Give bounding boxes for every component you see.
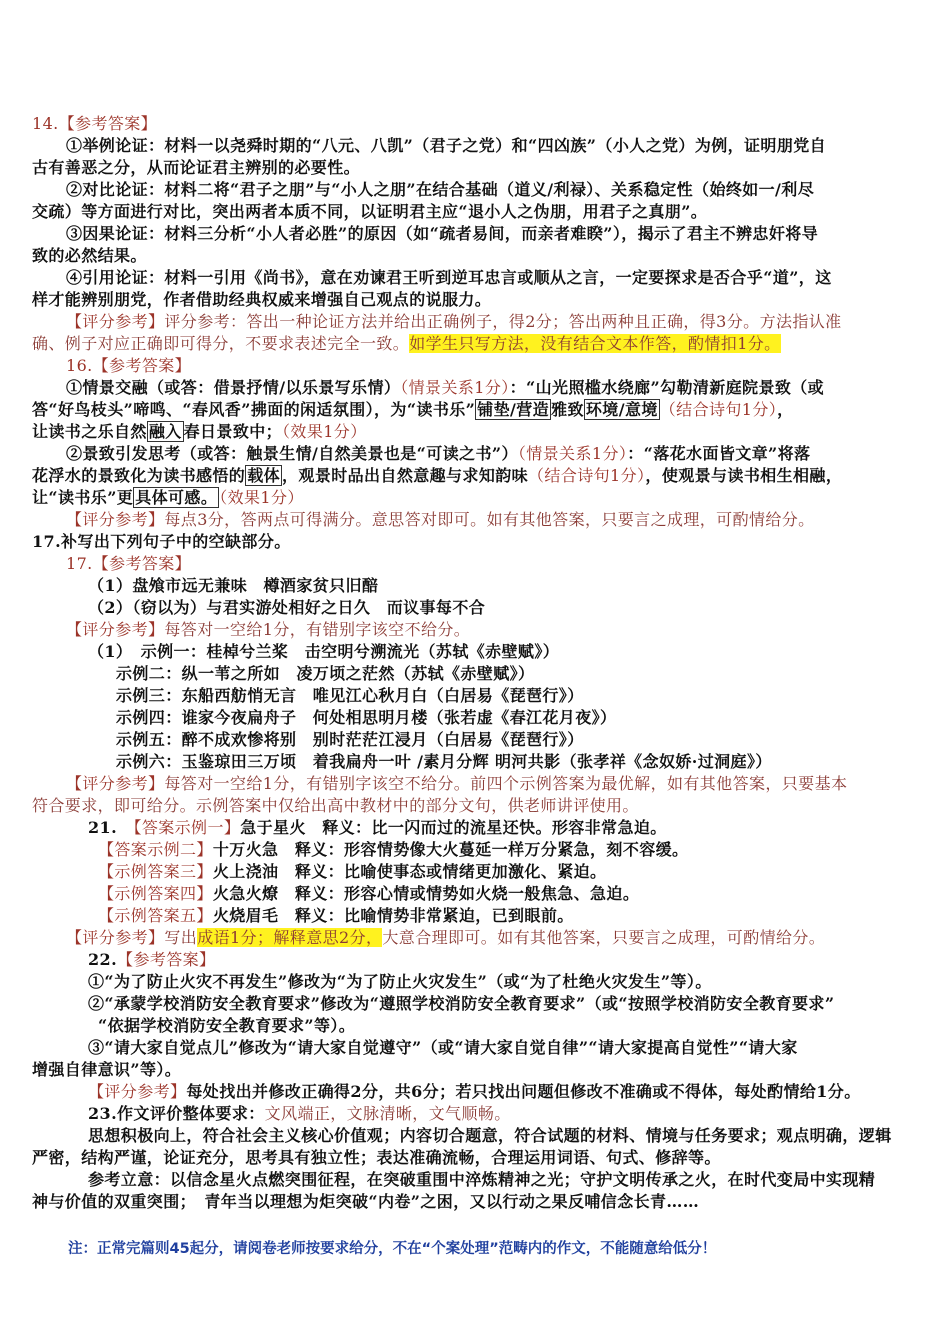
- text-line: [32, 971, 922, 993]
- score-note-text: 评分参考：答出一种论证方法并给出正确例子，得2分；答出两种且正确，得3分。方法指认准: [164, 312, 842, 331]
- body-text: 示例六：玉鉴琼田三万顷 着我扁舟一叶 /素月分辉 明河共影（张孝祥《念奴娇·过洞庭》）: [116, 752, 772, 771]
- heading-label: 【示例答案五】: [98, 906, 213, 925]
- body-text: 让“读书乐”更: [32, 488, 134, 507]
- heading-label: 14.【参考答案】: [32, 114, 158, 133]
- text-line: [32, 553, 922, 575]
- score-note-text: 确、例子对应正确即可得分，不要求表述完全一致。: [32, 334, 410, 353]
- body-text: 交疏）等方面进行对比，突出两者本质不同，以证明君主应“退小人之伪朋，用君子之真朋”。: [32, 202, 708, 221]
- score-note-text: 符合要求，即可给分。示例答案中仅给出高中教材中的部分文句，供老师讲评使用。: [32, 796, 639, 815]
- body-text: ①“为了防止火灾不再发生”修改为“为了防止火灾发生”（或“为了杜绝火灾发生”等）。: [88, 972, 712, 991]
- body-text: 花浮水的景致化为读书感悟的: [32, 466, 246, 485]
- body-text: 样才能辨别朋党，作者借助经典权威来增强自己观点的说服力。: [32, 290, 492, 309]
- body-text: 示例三：东船西舫悄无言 唯见江心秋月白（白居易《琵琶行》）: [116, 686, 584, 705]
- text-line: [32, 1169, 922, 1191]
- heading-label: 17.【参考答案】: [66, 554, 192, 573]
- body-text: 致的必然结果。: [32, 246, 147, 265]
- score-note-text: 大意合理即可。如有其他答案，只要言之成理，可酌情给分。: [382, 928, 826, 947]
- score-note-text: 每点3分，答两点可得满分。意思答对即可。如有其他答案，只要言之成理，可酌情给分。: [164, 510, 815, 529]
- heading-label: 【评分参考】: [88, 1082, 187, 1101]
- text-line: [32, 707, 922, 729]
- question-title: 17.补写出下列句子中的空缺部分。: [32, 532, 291, 551]
- body-text: 每处找出并修改正确得2分，共6分；若只找出问题但修改不准确或不得体，每处酌情给1分。: [186, 1082, 861, 1101]
- text-line: [32, 179, 922, 201]
- text-line: [32, 905, 922, 927]
- text-line: [32, 1191, 922, 1213]
- text-line: [32, 201, 922, 223]
- body-text: 急于星火 释义：比一闪而过的流星还快。形容非常急迫。: [240, 818, 667, 837]
- text-line: [32, 729, 922, 751]
- body-text: 火上浇油 释义：比喻使事态或情绪更加激化、紧迫。: [212, 862, 607, 881]
- heading-label: 【答案示例二】: [98, 840, 213, 859]
- text-line: [32, 993, 922, 1015]
- text-line: [32, 575, 922, 597]
- highlighted-text: 如学生只写方法，没有结合文本作答，酌情扣1分。: [409, 334, 781, 353]
- boxed-keyword: 环境/意境: [585, 400, 658, 419]
- score-note-text: 每答对一空给1分，有错别字该空不给分。: [164, 620, 471, 639]
- text-line: [32, 839, 922, 861]
- question-title: 23.作文评价整体要求：: [88, 1104, 265, 1123]
- text-line: [32, 1037, 922, 1059]
- grading-note: 注：正常完篇则45起分，请阅卷老师按要求给分，不在“个案处理”范畴内的作文，不能随意给低分！: [68, 1241, 717, 1257]
- text-line: [32, 465, 922, 487]
- body-text: 21.: [88, 818, 134, 837]
- body-text: 火烧眉毛 释义：比喻情势非常紧迫，已到眼前。: [212, 906, 574, 925]
- heading-label: （情景关系1分）: [400, 378, 510, 397]
- body-text: ②景致引发思考（或答：触景生情/自然美景也是“可读之书”）: [66, 444, 518, 463]
- text-line: [32, 949, 922, 971]
- body-text: 示例四：谁家今夜扁舟子 何处相思明月楼（张若虚《春江花月夜》）: [116, 708, 617, 727]
- text-line: [32, 1125, 922, 1147]
- text-line: [32, 1147, 922, 1169]
- text-line: [32, 773, 922, 795]
- text-line: [32, 861, 922, 883]
- heading-label: 【评分参考】: [66, 928, 165, 947]
- body-text: 参考立意：以信念星火点燃突围征程，在突破重围中淬炼精神之光；守护文明传承之火，在时代变局中实现精: [88, 1170, 876, 1189]
- text-line: [32, 1059, 922, 1081]
- score-note-text: 写出: [164, 928, 198, 947]
- heading-label: 【示例答案四】: [98, 884, 213, 903]
- text-line: [32, 333, 922, 355]
- heading-label: 【参考答案】: [117, 950, 216, 969]
- heading-label: 【示例答案三】: [98, 862, 213, 881]
- text-line: [32, 641, 922, 663]
- text-line: [32, 751, 922, 773]
- body-text: ，: [777, 400, 794, 419]
- heading-label: 16.【参考答案】: [66, 356, 192, 375]
- body-text: 神与价值的双重突围； 青年当以理想为炬突破“内卷”之困，又以行动之果反哺信念长青……: [32, 1192, 700, 1211]
- body-text: 让读书之乐自然: [32, 422, 147, 441]
- body-text: （2）（窃以为）与君实游处相好之日久 而议事每不合: [88, 598, 486, 617]
- score-note-text: 文风端正，文脉清晰，文气顺畅。: [264, 1104, 511, 1123]
- score-note-text: 每答对一空给1分，有错别字该空不给分。前四个示例答案为最优解，如有其他答案，只要基本: [164, 774, 848, 793]
- body-text: 严密，结构严谨，论证充分，思考具有独立性；表达准确流畅，合理运用词语、句式、修辞等。: [32, 1148, 721, 1167]
- boxed-keyword: 融入: [148, 422, 182, 441]
- text-line: [32, 135, 922, 157]
- text-line: [32, 377, 922, 399]
- body-text: 示例五：醉不成欢惨将别 别时茫茫江浸月（白居易《琵琶行》）: [116, 730, 584, 749]
- body-text: 雅致: [551, 400, 584, 419]
- body-text: ：“落花水面皆文章”将落: [627, 444, 811, 463]
- answer-key-document: [32, 113, 922, 1213]
- text-line: [32, 927, 922, 949]
- heading-label: （结合诗句1分）: [659, 400, 778, 419]
- text-line: [32, 883, 922, 905]
- text-line: [32, 443, 922, 465]
- text-line: [32, 289, 922, 311]
- highlighted-text: 成语1分；解释意思2分，: [197, 928, 383, 947]
- heading-label: 【评分参考】: [66, 620, 165, 639]
- text-line: [32, 487, 922, 509]
- text-line: [32, 1015, 922, 1037]
- body-text: 答“好鸟枝头”啼鸣、“春风香”拂面的闲适氛围），为“读书乐”: [32, 400, 476, 419]
- body-text: ①情景交融（或答：借景抒情/以乐景写乐情）: [66, 378, 401, 397]
- text-line: [32, 355, 922, 377]
- body-text: （1）盘飧市远无兼味 樽酒家贫只旧醅: [88, 576, 379, 595]
- heading-label: 【评分参考】: [66, 312, 165, 331]
- body-text: 示例二：纵一苇之所如 凌万顷之茫然（苏轼《赤壁赋》）: [116, 664, 535, 683]
- body-text: 火急火燎 释义：形容心情或情势如火烧一般焦急、急迫。: [212, 884, 640, 903]
- body-text: ②“承蒙学校消防安全教育要求”修改为“遵照学校消防安全教育要求”（或“按照学校消防安全教育要求”: [88, 994, 835, 1013]
- text-line: [32, 509, 922, 531]
- heading-label: （情景关系1分）: [517, 444, 628, 463]
- body-text: （1） 示例一：桂棹兮兰桨 击空明兮溯流光（苏轼《赤壁赋》）: [88, 642, 560, 661]
- text-line: [32, 267, 922, 289]
- boxed-keyword: 铺垫/营造: [477, 400, 550, 419]
- body-text: 春日景致中；: [183, 422, 283, 441]
- body-text: ④引用论证：材料一引用《尚书》，意在劝谏君王听到逆耳忠言或顺从之言，一定要探求是否合乎“道”，这: [66, 268, 832, 287]
- body-text: ③因果论证：材料三分析“小人者必胜”的原因（如“疏者易间，而亲者难睽”），揭示了君主不辨忠奸将导: [66, 224, 819, 243]
- text-line: [32, 795, 922, 817]
- text-line: [32, 311, 922, 333]
- text-line: [32, 531, 922, 553]
- heading-label: 【评分参考】: [66, 510, 165, 529]
- heading-label: （效果1分）: [219, 488, 304, 507]
- text-line: [32, 1081, 922, 1103]
- body-text: 增强自律意识”等）。: [32, 1060, 182, 1079]
- body-text: 十万火急 释义：形容情势像大火蔓延一样万分紧急，刻不容缓。: [212, 840, 689, 859]
- text-line: [32, 597, 922, 619]
- body-text: ①举例论证：材料一以尧舜时期的“八元、八凯”（君子之党）和“四凶族”（小人之党）为例，证明朋党自: [66, 136, 827, 155]
- heading-label: 【评分参考】: [66, 774, 165, 793]
- body-text: 古有善恶之分，从而论证君主辨别的必要性。: [32, 158, 361, 177]
- text-line: [32, 663, 922, 685]
- body-text: 22.: [88, 950, 118, 969]
- body-text: ，观景时品出自然意趣与求知韵味: [282, 466, 529, 485]
- text-line: [32, 1103, 922, 1125]
- body-text: 思想积极向上，符合社会主义核心价值观；内容切合题意，符合试题的材料、情境与任务要求；观点明确，逻辑: [88, 1126, 892, 1145]
- body-text: ③“请大家自觉点儿”修改为“请大家自觉遵守”（或“请大家自觉自律”“请大家提高自觉性”“请大家: [88, 1038, 798, 1057]
- boxed-keyword: 具体可感。: [135, 488, 218, 507]
- text-line: [32, 817, 922, 839]
- heading-label: （效果1分）: [282, 422, 367, 441]
- text-line: [32, 619, 922, 641]
- text-line: [32, 685, 922, 707]
- body-text: ，使观景与读书相生相融，: [645, 466, 843, 485]
- text-line: [32, 113, 922, 135]
- text-line: [32, 223, 922, 245]
- text-line: [32, 399, 922, 421]
- text-line: [32, 421, 922, 443]
- boxed-keyword: 载体: [247, 466, 281, 485]
- heading-label: （结合诗句1分）: [528, 466, 646, 485]
- body-text: “依据学校消防安全教育要求”等）。: [98, 1016, 356, 1035]
- text-line: [32, 157, 922, 179]
- body-text: ：“山光照槛水绕廊”勾勒清新庭院景致（或: [509, 378, 825, 397]
- body-text: ②对比论证：材料二将“君子之朋”与“小人之朋”在结合基础（道义/利禄）、关系稳定性（始终如一/利尽: [66, 180, 815, 199]
- text-line: [32, 245, 922, 267]
- heading-label: 【答案示例一】: [133, 818, 241, 837]
